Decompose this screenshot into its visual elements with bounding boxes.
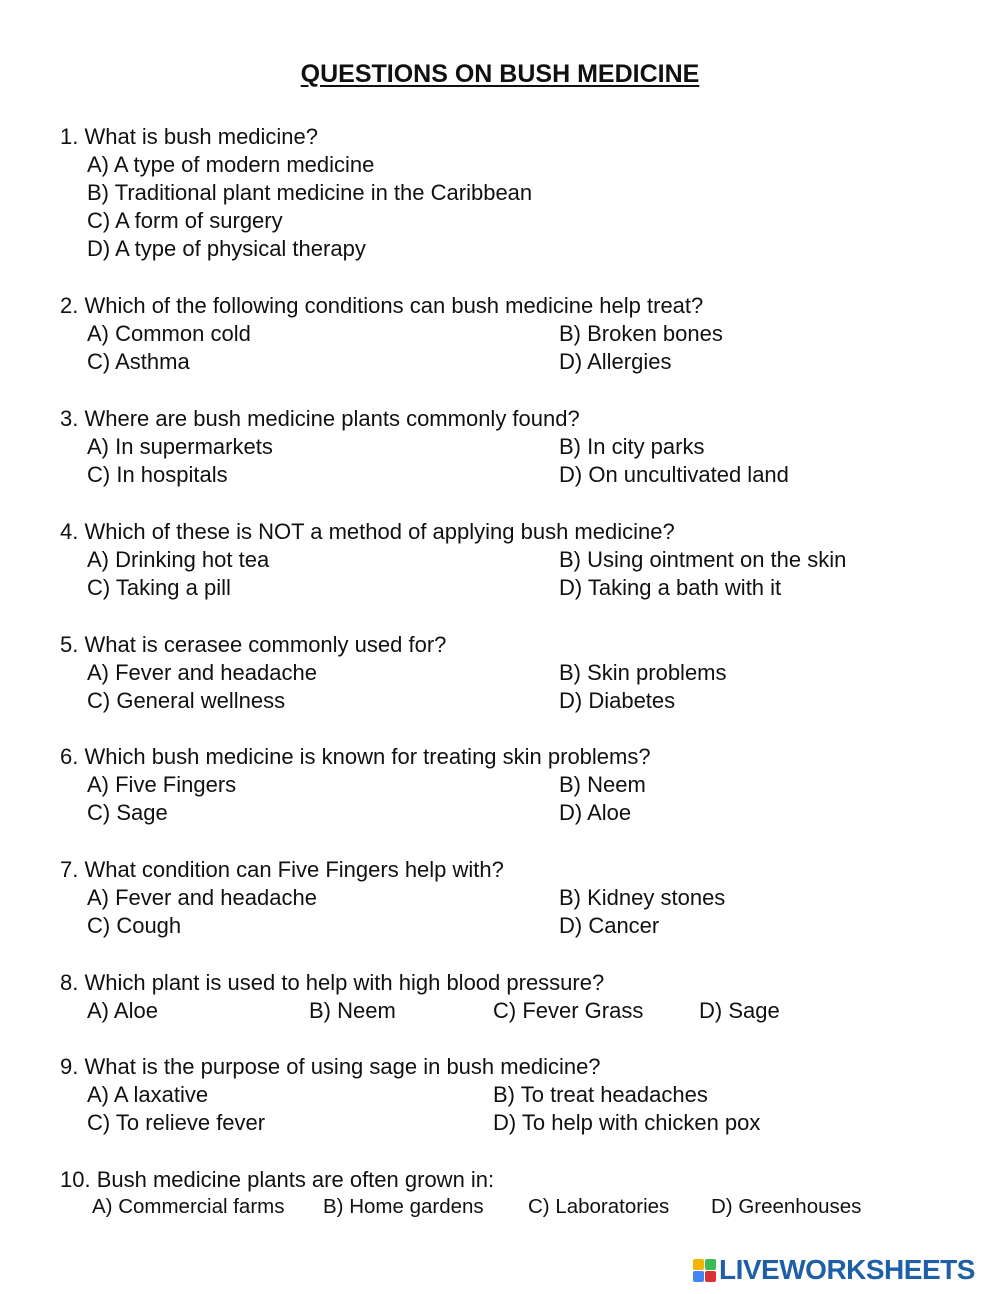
q8-option-b: B) Neem (309, 998, 396, 1023)
q1-option-d: D) A type of physical therapy (87, 236, 366, 261)
q1-option-b: B) Traditional plant medicine in the Caribbean (87, 180, 533, 205)
q9-option-b: B) To treat headaches (493, 1082, 708, 1107)
q1-option-c: C) A form of surgery (87, 208, 283, 233)
question-1-text: 1. What is bush medicine? (60, 124, 319, 149)
q1-option-a: A) A type of modern medicine (87, 152, 375, 177)
q6-option-a: A) Five Fingers (87, 772, 237, 797)
question-10-text: 10. Bush medicine plants are often grown in: (60, 1167, 495, 1192)
logo-block-3 (693, 1271, 704, 1282)
q7-option-d: D) Cancer (559, 913, 660, 938)
q4-option-b: B) Using ointment on the skin (559, 547, 847, 572)
q8-option-c: C) Fever Grass (493, 998, 644, 1023)
logo-block-1 (693, 1259, 704, 1270)
logo-block-2 (705, 1259, 716, 1270)
question-3-text: 3. Where are bush medicine plants commonly found? (60, 406, 580, 431)
question-9-text: 9. What is the purpose of using sage in bush medicine? (60, 1054, 601, 1079)
q5-option-b: B) Skin problems (559, 660, 727, 685)
question-6-text: 6. Which bush medicine is known for treating skin problems? (60, 744, 651, 769)
q3-option-a: A) In supermarkets (87, 434, 273, 459)
q6-option-b: B) Neem (559, 772, 646, 797)
q9-option-c: C) To relieve fever (87, 1110, 266, 1135)
q3-option-c: C) In hospitals (87, 462, 228, 487)
q2-option-b: B) Broken bones (559, 321, 723, 346)
q5-option-c: C) General wellness (87, 688, 286, 713)
q6-option-d: D) Aloe (559, 800, 632, 825)
q10-option-a: A) Commercial farms (92, 1195, 285, 1218)
q2-option-a: A) Common cold (87, 321, 251, 346)
q7-option-c: C) Cough (87, 913, 182, 938)
page-title: QUESTIONS ON BUSH MEDICINE (300, 60, 700, 88)
q10-option-c: C) Laboratories (528, 1195, 670, 1218)
q6-option-c: C) Sage (87, 800, 168, 825)
question-2-text: 2. Which of the following conditions can bush medicine help treat? (60, 293, 704, 318)
q2-option-d: D) Allergies (559, 349, 672, 374)
logo-blocks-icon (693, 1259, 716, 1282)
q4-option-c: C) Taking a pill (87, 575, 231, 600)
logo-text: LIVEWORKSHEETS (719, 1254, 975, 1285)
question-8-text: 8. Which plant is used to help with high blood pressure? (60, 970, 605, 995)
liveworksheets-logo (693, 1255, 975, 1285)
question-4-text: 4. Which of these is NOT a method of applying bush medicine? (60, 519, 675, 544)
q2-option-c: C) Asthma (87, 349, 190, 374)
logo-block-4 (705, 1271, 716, 1282)
q10-option-d: D) Greenhouses (711, 1195, 862, 1218)
q7-option-b: B) Kidney stones (559, 885, 726, 910)
q3-option-b: B) In city parks (559, 434, 705, 459)
q9-option-a: A) A laxative (87, 1082, 209, 1107)
q5-option-d: D) Diabetes (559, 688, 676, 713)
q10-option-b: B) Home gardens (323, 1195, 484, 1218)
q4-option-d: D) Taking a bath with it (559, 575, 782, 600)
question-5-text: 5. What is cerasee commonly used for? (60, 632, 447, 657)
question-7-text: 7. What condition can Five Fingers help with? (60, 857, 504, 882)
q5-option-a: A) Fever and headache (87, 660, 317, 685)
q7-option-a: A) Fever and headache (87, 885, 317, 910)
q3-option-d: D) On uncultivated land (559, 462, 789, 487)
q9-option-d: D) To help with chicken pox (493, 1110, 761, 1135)
q4-option-a: A) Drinking hot tea (87, 547, 270, 572)
q8-option-a: A) Aloe (87, 998, 158, 1023)
q8-option-d: D) Sage (699, 998, 780, 1023)
